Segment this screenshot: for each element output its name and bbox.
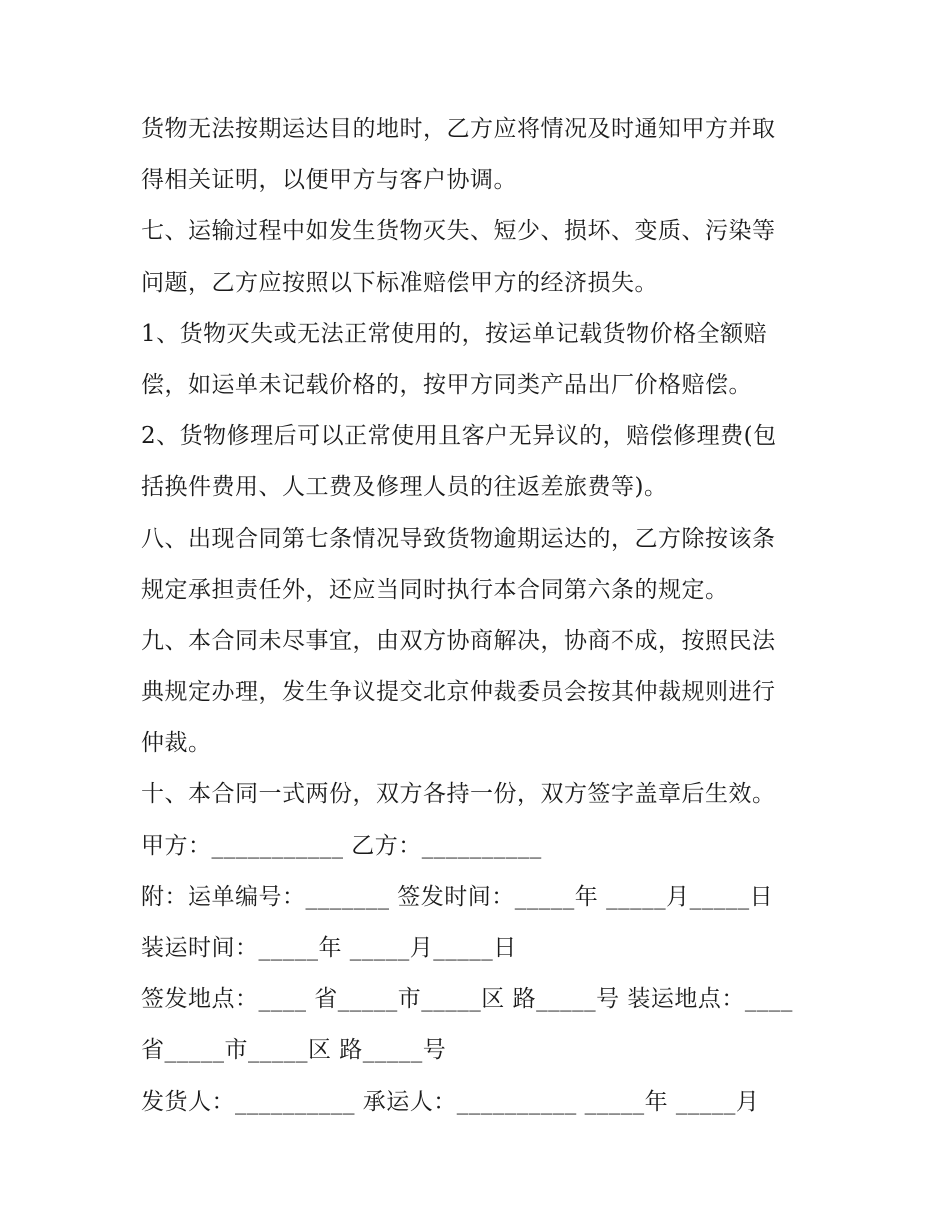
waybill-info-line: 附：运单编号：_______ 签发时间：_____年 _____月_____日 [141, 883, 774, 910]
text-line: 货物无法按期运达目的地时，乙方应将情况及时通知甲方并取 [141, 116, 776, 142]
party-signature-line: 甲方：___________ 乙方：__________ [141, 832, 542, 859]
text-line: 典规定办理，发生争议提交北京仲裁委员会按其仲裁规则进行 [141, 679, 776, 706]
shipper-carrier-line: 发货人：__________ 承运人：__________ _____年 _____月 [141, 1088, 760, 1115]
clause-7-item-2: 2、货物修理后可以正常使用且客户无异议的，赔偿修理费(包 [141, 423, 777, 450]
text-line: 得相关证明，以便甲方与客户协调。 [141, 167, 517, 194]
clause-7-heading: 七、运输过程中如发生货物灭失、短少、损坏、变质、污染等 [141, 218, 776, 245]
location-line-continued: 省_____市_____区 路_____号 [141, 1037, 447, 1064]
text-line: 偿，如运单未记载价格的，按甲方同类产品出厂价格赔偿。 [141, 371, 752, 398]
text-line: 括换件费用、人工费及修理人员的往返差旅费等)。 [141, 474, 668, 501]
text-line: 规定承担责任外，还应当同时执行本合同第六条的规定。 [141, 576, 729, 603]
shipping-time-line: 装运时间：_____年 _____月_____日 [141, 935, 517, 961]
clause-10-heading: 十、本合同一式两份，双方各持一份，双方签字盖章后生效。 [141, 781, 776, 808]
text-line: 仲裁。 [141, 730, 212, 757]
clause-9-heading: 九、本合同未尽事宜，由双方协商解决，协商不成，按照民法 [141, 627, 776, 654]
clause-7-item-1: 1、货物灭失或无法正常使用的，按运单记载货物价格全额赔 [141, 320, 768, 347]
contract-text [141, 104, 821, 1128]
location-line: 签发地点：____ 省_____市_____区 路_____号 装运地点：____ [141, 986, 793, 1013]
text-line: 问题，乙方应按照以下标准赔偿甲方的经济损失。 [141, 269, 658, 296]
clause-8-heading: 八、出现合同第七条情况导致货物逾期运达的，乙方除按该条 [141, 525, 776, 552]
